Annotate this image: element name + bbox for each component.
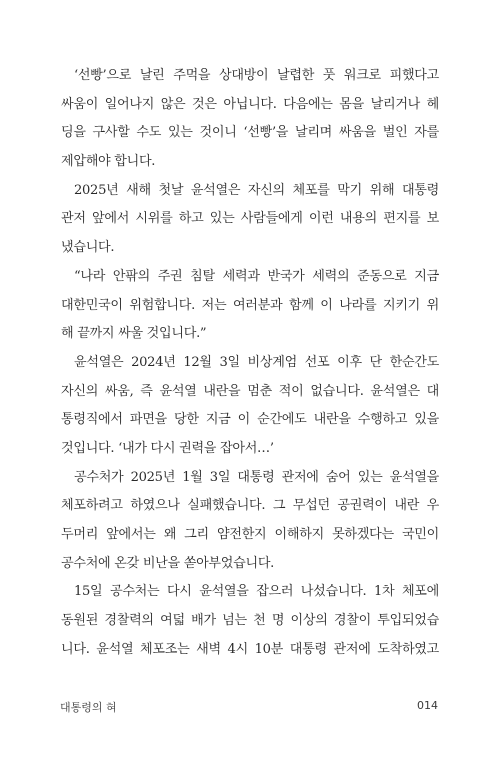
page-number: 014 <box>417 699 438 712</box>
text-line: 공수처가 2025년 1월 3일 대통령 관저에 숨어 있는 윤석열을 <box>74 469 439 485</box>
running-footer-title: 대통령의 혀 <box>60 701 117 714</box>
text-line: 제압해야 합니다. <box>61 154 156 170</box>
text-line: 냈습니다. <box>61 240 115 256</box>
text-line: 15일 공수처는 다시 윤석열을 잡으러 나섰습니다. 1차 체포에 <box>74 584 439 600</box>
text-line: 통령직에서 파면을 당한 지금 이 순간에도 내란을 수행하고 있을 <box>61 412 439 428</box>
text-line: 윤석열은 2024년 12월 3일 비상계엄 선포 이후 단 한순간도 <box>74 354 439 370</box>
text-line: 해 끝까지 싸울 것입니다.” <box>61 326 207 342</box>
text-line: 두머리 앞에서는 왜 그리 얌전한지 이해하지 못하겠다는 국민이 <box>61 527 439 542</box>
text-line: 니다. 윤석열 체포조는 새벽 4시 10분 대통령 관저에 도착하였고 <box>61 641 439 657</box>
text-line: 관저 앞에서 시위를 하고 있는 사람들에게 이런 내용의 편지를 보 <box>61 211 439 227</box>
text-line: “나라 안팎의 주권 침탈 세력과 반국가 세력의 준동으로 지금 <box>74 268 439 284</box>
text-line: 자신의 싸움, 즉 윤석열 내란을 멈춘 적이 없습니다. 윤석열은 대 <box>61 383 439 399</box>
text-line: 대한민국이 위험합니다. 저는 여러분과 함께 이 나라를 지키기 위 <box>61 297 439 313</box>
text-line: 딩을 구사할 수도 있는 것이니 ‘선빵’을 날리며 싸움을 벌인 자를 <box>61 125 439 141</box>
text-line: ‘선빵’으로 날린 주먹을 상대방이 날렵한 풋 워크로 피했다고 <box>74 68 439 83</box>
text-line: 2025년 새해 첫날 윤석열은 자신의 체포를 막기 위해 대통령 <box>74 182 439 198</box>
text-line: 것입니다. ‘내가 다시 권력을 잡아서…’ <box>61 440 274 456</box>
text-line: 체포하려고 하였으나 실패했습니다. 그 무섭던 공권력이 내란 우 <box>61 498 439 514</box>
body-text <box>61 62 439 664</box>
text-line: 동원된 경찰력의 여덟 배가 넘는 천 명 이상의 경찰이 투입되었습 <box>61 613 439 629</box>
text-line: 공수처에 온갖 비난을 쏟아부었습니다. <box>61 555 275 571</box>
text-line: 싸움이 일어나지 않은 것은 아닙니다. 다음에는 몸을 날리거나 헤 <box>61 96 439 112</box>
